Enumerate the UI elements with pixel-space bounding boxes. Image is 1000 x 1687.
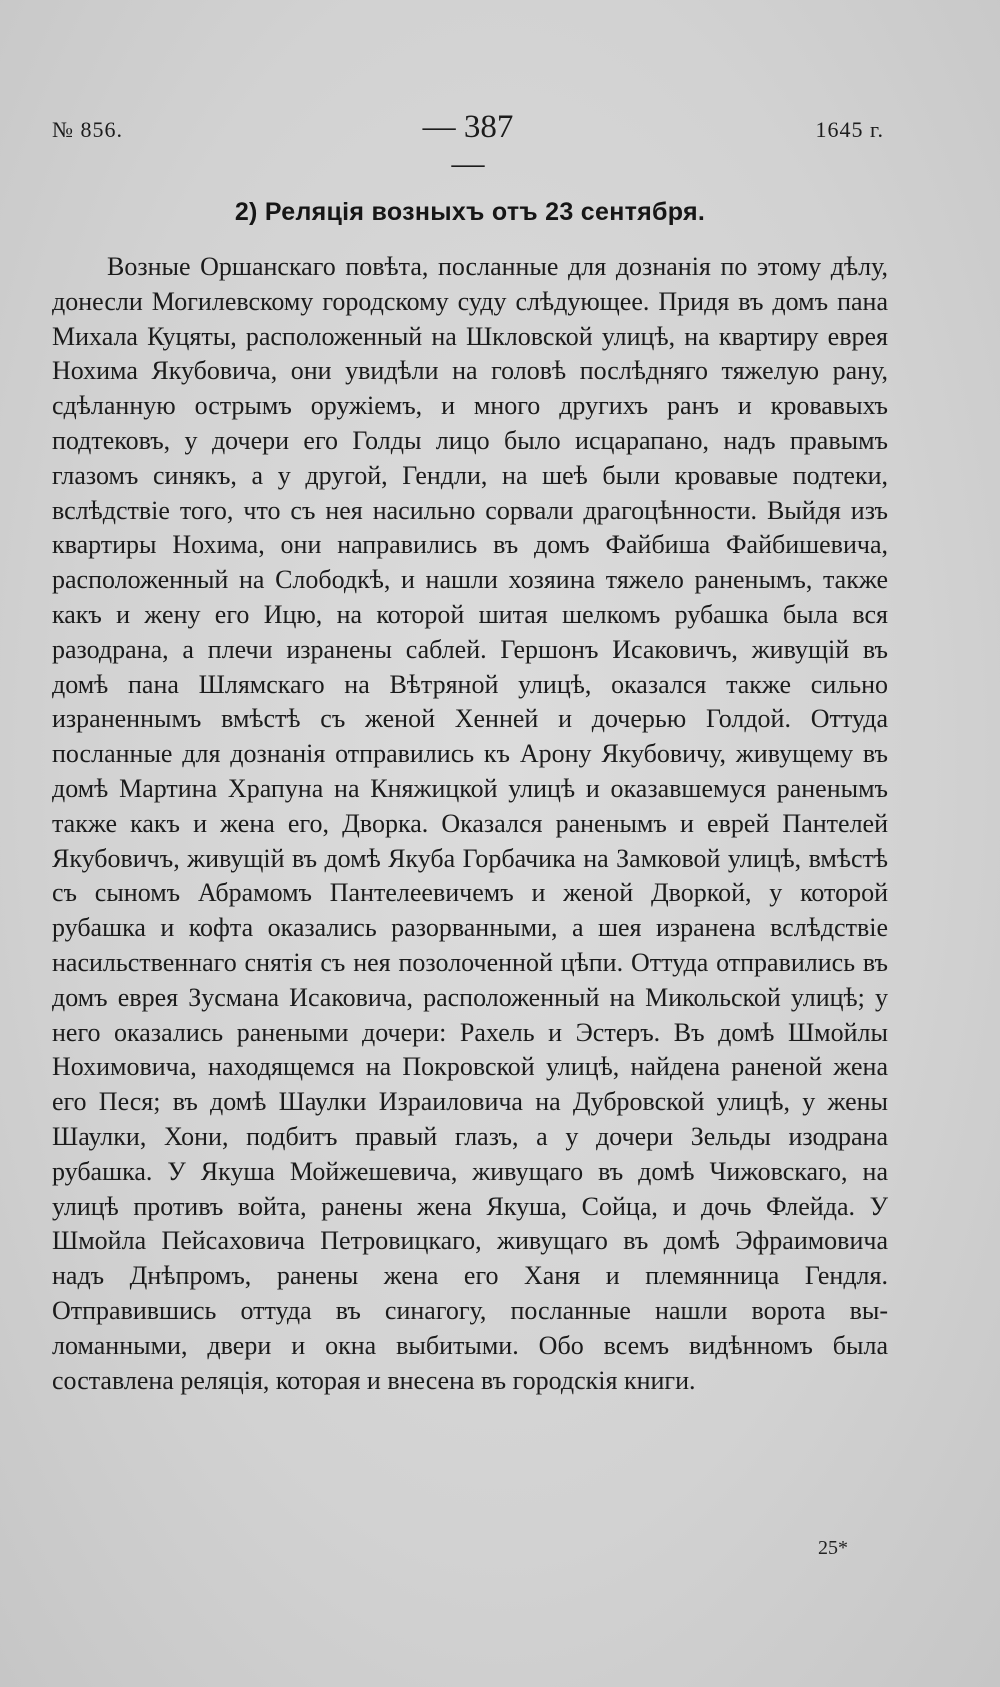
section-title: 2) Реляція возныхъ отъ 23 сентября. (234, 198, 706, 226)
body-paragraph: Возные Оршанскаго повѣта, посланные для дознанія по этому дѣлу, донесли Могилевскому городскому суду слѣдующее. Придя въ домъ пана Михала Куцяты, расположенный на Шкловской улицѣ, на квартиру еврея Нохима Якубовича, они увидѣли на головѣ послѣдняго тяжелую рану, сдѣланную острымъ оружіемъ, и много другихъ ранъ и кровавыхъ подтековъ, у дочери его Голды лицо было исцарапано, надъ правымъ глазомъ синякъ, а у другой, Гендли, на шеѣ были кровавые подтеки, вслѣдствіе того, что съ нея насильно сорвали драгоцѣнности. Выйдя изъ квартиры Нохима, они направились въ домъ Файбиша Файбишевича, расположенный на Слободкѣ, и нашли хозяина тяжело раненымъ, также какъ и жену его Ицю, на которой шитая шелкомъ рубашка была вся разодрана, а плечи изранены саблей. Гершонъ Исаковичъ, живущій въ домѣ пана Шлямскаго на Вѣтряной улицѣ, оказался также сильно израненнымъ вмѣстѣ съ женой Хенней и дочерью Голдой. Оттуда посланные для дознанія отправились къ Арону Якубовичу, живущему въ домѣ Мартина Храпуна на Княжицкой улицѣ и оказавшемуся раненымъ также какъ и жена его, Дворка. Оказался раненымъ и еврей Пантелей Якубовичъ, живущій въ домѣ Якуба Горбачика на Замковой улицѣ, вмѣстѣ съ сыномъ Абрамомъ Пантелеевичемъ и женой Дворкой, у которой рубашка и кофта оказались разорванными, а шея изранена вслѣдствіе насильственнаго снятія съ нея позолоченной цѣпи. Оттуда отправились въ домъ еврея Зусмана Исаковича, расположенный на Микольской улицѣ; у него оказались ранеными дочери: Рахель и Эстеръ. Въ домѣ Шмойлы Нохимовича, находящемся на Покровской улицѣ, найдена раненой жена его Песя; въ домѣ Шаулки Израиловича на Дубровской улицѣ, у жены Шаулки, Хони, подбитъ правый глазъ, а у дочери Зельды изодрана рубашка. У Якуша Мойжешевича, живущаго въ домѣ Чижовскаго, на улицѣ противъ войта, ранены жена Якуша, Сойца, и дочь Флейда. У Шмойла Пейсаховича Петровицкаго, живущаго въ домѣ Эфраимовича надъ Днѣпромъ, ранены жена его Ханя и племянница Гендля. Отправившись оттуда въ синагогу, посланные нашли ворота выломанными, двери и окна выбитыми. Обо всемъ видѣнномъ была составлена реляція, которая и внесена въ городскія книги. (52, 252, 888, 1395)
running-header (52, 109, 884, 182)
document-year: 1645 г. (815, 117, 884, 142)
page-number: — 387 — (422, 109, 514, 182)
printer-signature-mark: 25* (818, 1537, 848, 1559)
document-number: № 856. (52, 117, 123, 142)
